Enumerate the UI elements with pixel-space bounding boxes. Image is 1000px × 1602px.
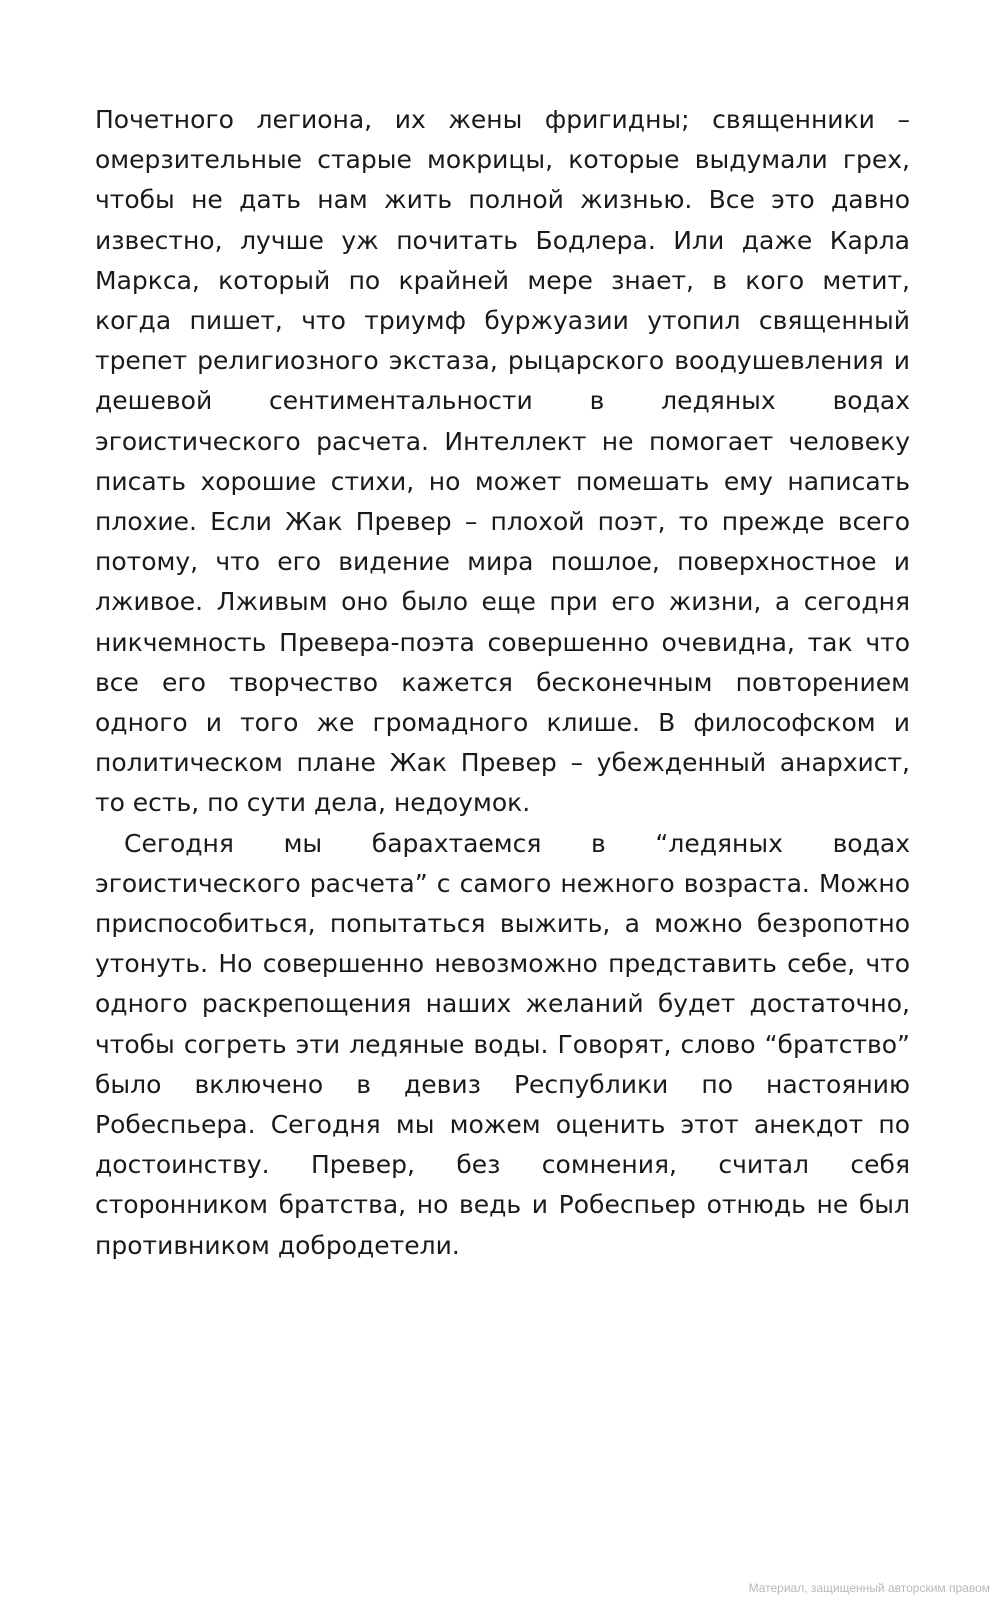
copyright-watermark: Материал, защищенный авторским правом [748, 1581, 990, 1595]
paragraph-2: Сегодня мы барахтаемся в “ледяных водах эгоистического расчета” с самого нежного возраста. Можно приспособиться, попытаться выжить, а можно безропотно утонуть. Но совершенно невозможно представить себе, что одного раскрепощения наших желаний будет достаточно, чтобы согреть эти ледяные воды. Говорят, слово “братство” было включено в девиз Республики по настоянию Робеспьера. Сегодня мы можем оценить этот анекдот по достоинству. Превер, без сомнения, считал себя сторонником братства, но ведь и Робеспьер отнюдь не был противником добродетели. [95, 828, 910, 1260]
paragraph-1: Почетного легиона, их жены фригидны; священники – омерзительные старые мокрицы, которые выдумали грех, чтобы не дать нам жить полной жизнью. Все это давно известно, лучше уж почитать Бодлера. Или даже Карла Маркса, который по крайней мере знает, в кого метит, когда пишет, что триумф буржуазии утопил священный трепет религиозного экстаза, рыцарского воодушевления и дешевой сентиментальности в ледяных водах эгоистического расчета. Интеллект не помогает человеку писать хорошие стихи, но может помешать ему написать плохие. Если Жак Превер – плохой поэт, то прежде всего потому, что его видение мира пошлое, поверхностное и лживое. Лживым оно было еще при его жизни, а сегодня никчемность Превера-поэта совершенно очевидна, так что все его творчество кажется бесконечным повторением одного и того же громадного клише. В философском и политическом плане Жак Превер – убежденный анархист, то есть, по сути дела, недоумок. [95, 105, 910, 818]
text-column [95, 100, 910, 1266]
